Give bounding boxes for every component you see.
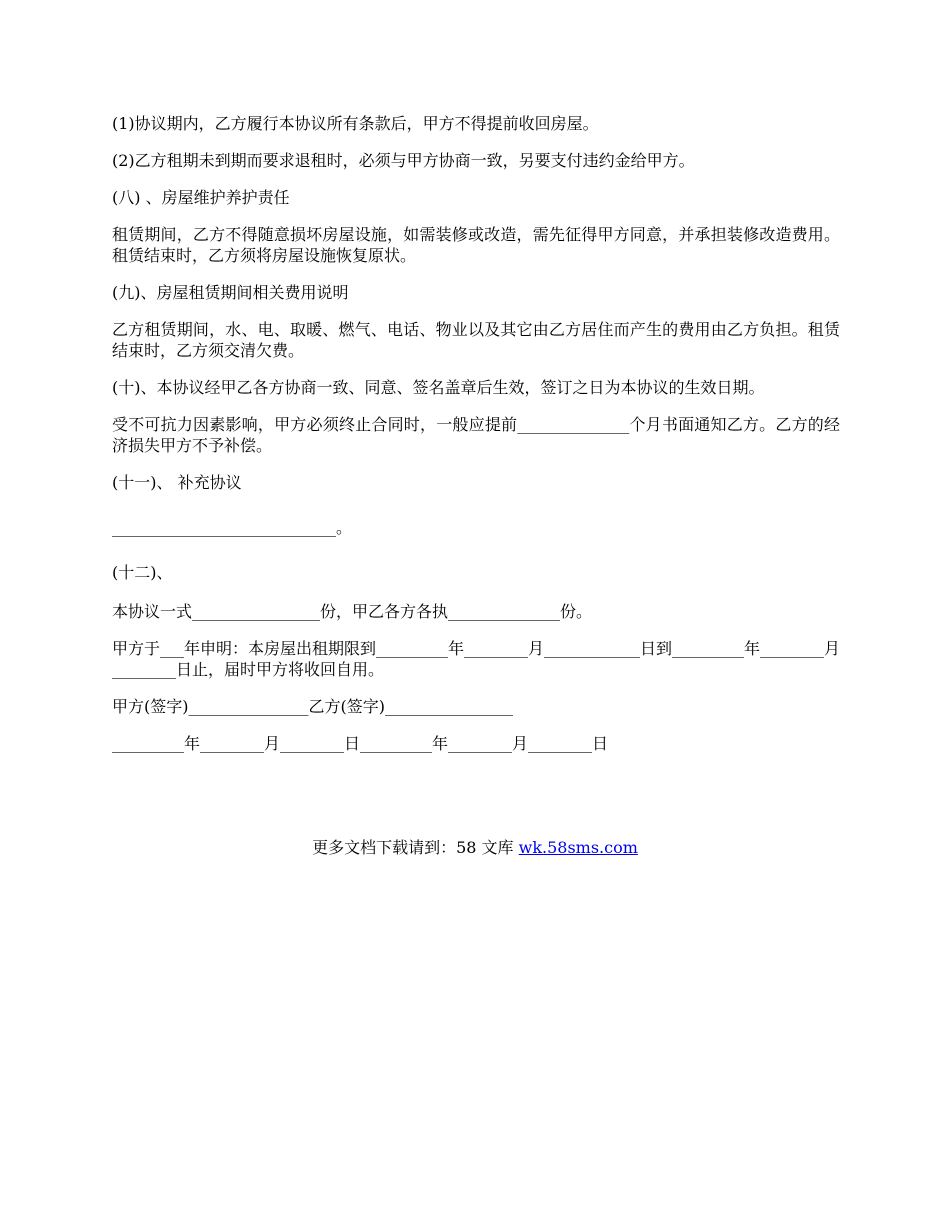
supplement-blank-line: ____________________________。 — [112, 518, 353, 537]
section-heading-maintenance: (八) 、房屋维护养护责任 — [112, 188, 290, 207]
footer — [0, 837, 950, 858]
clause-fees: 乙方租赁期间，水、电、取暖、燃气、电话、物业以及其它由乙方居住而产生的费用由乙方负担。租赁结束时，乙方须交清欠费。 — [112, 320, 840, 360]
clause-maintenance: 租赁期间，乙方不得随意损坏房屋设施，如需装修或改造，需先征得甲方同意，并承担装修改造费用。租赁结束时，乙方须将房屋设施恢复原状。 — [112, 225, 840, 265]
clause-early-recovery: (1)协议期内，乙方履行本协议所有条款后，甲方不得提前收回房屋。 — [112, 114, 599, 133]
clause-force-majeure: 受不可抗力因素影响，甲方必须终止合同时，一般应提前______________个月书面通知乙方。乙方的经济损失甲方不予补偿。 — [112, 415, 840, 455]
footer-text: 更多文档下载请到：58 文库 — [312, 838, 519, 857]
footer-link[interactable]: wk.58sms.com — [518, 838, 638, 857]
clause-lease-period-declaration: 甲方于___年申明：本房屋出租期限到_________年________月____________日到_________年________月________日止，届时甲方将收回自用。 — [112, 639, 841, 679]
section-heading-fees: (九)、房屋租赁期间相关费用说明 — [112, 283, 349, 302]
clause-copies: 本协议一式________________份，甲乙各方各执______________份。 — [112, 602, 593, 621]
section-heading-twelve: (十二)、 — [112, 563, 173, 582]
signature-line: 甲方(签字)_______________乙方(签字)________________ — [112, 697, 513, 716]
clause-effective-date: (十)、本协议经甲乙各方协商一致、同意、签名盖章后生效，签订之日为本协议的生效日期。 — [112, 378, 765, 397]
clause-early-termination: (2)乙方租期未到期而要求退租时，必须与甲方协商一致，另要支付违约金给甲方。 — [112, 151, 695, 170]
signature-date-line: _________年________月________日_________年________月________日 — [112, 734, 609, 753]
section-heading-supplement: (十一)、 补充协议 — [112, 473, 242, 492]
document-body — [112, 113, 840, 770]
